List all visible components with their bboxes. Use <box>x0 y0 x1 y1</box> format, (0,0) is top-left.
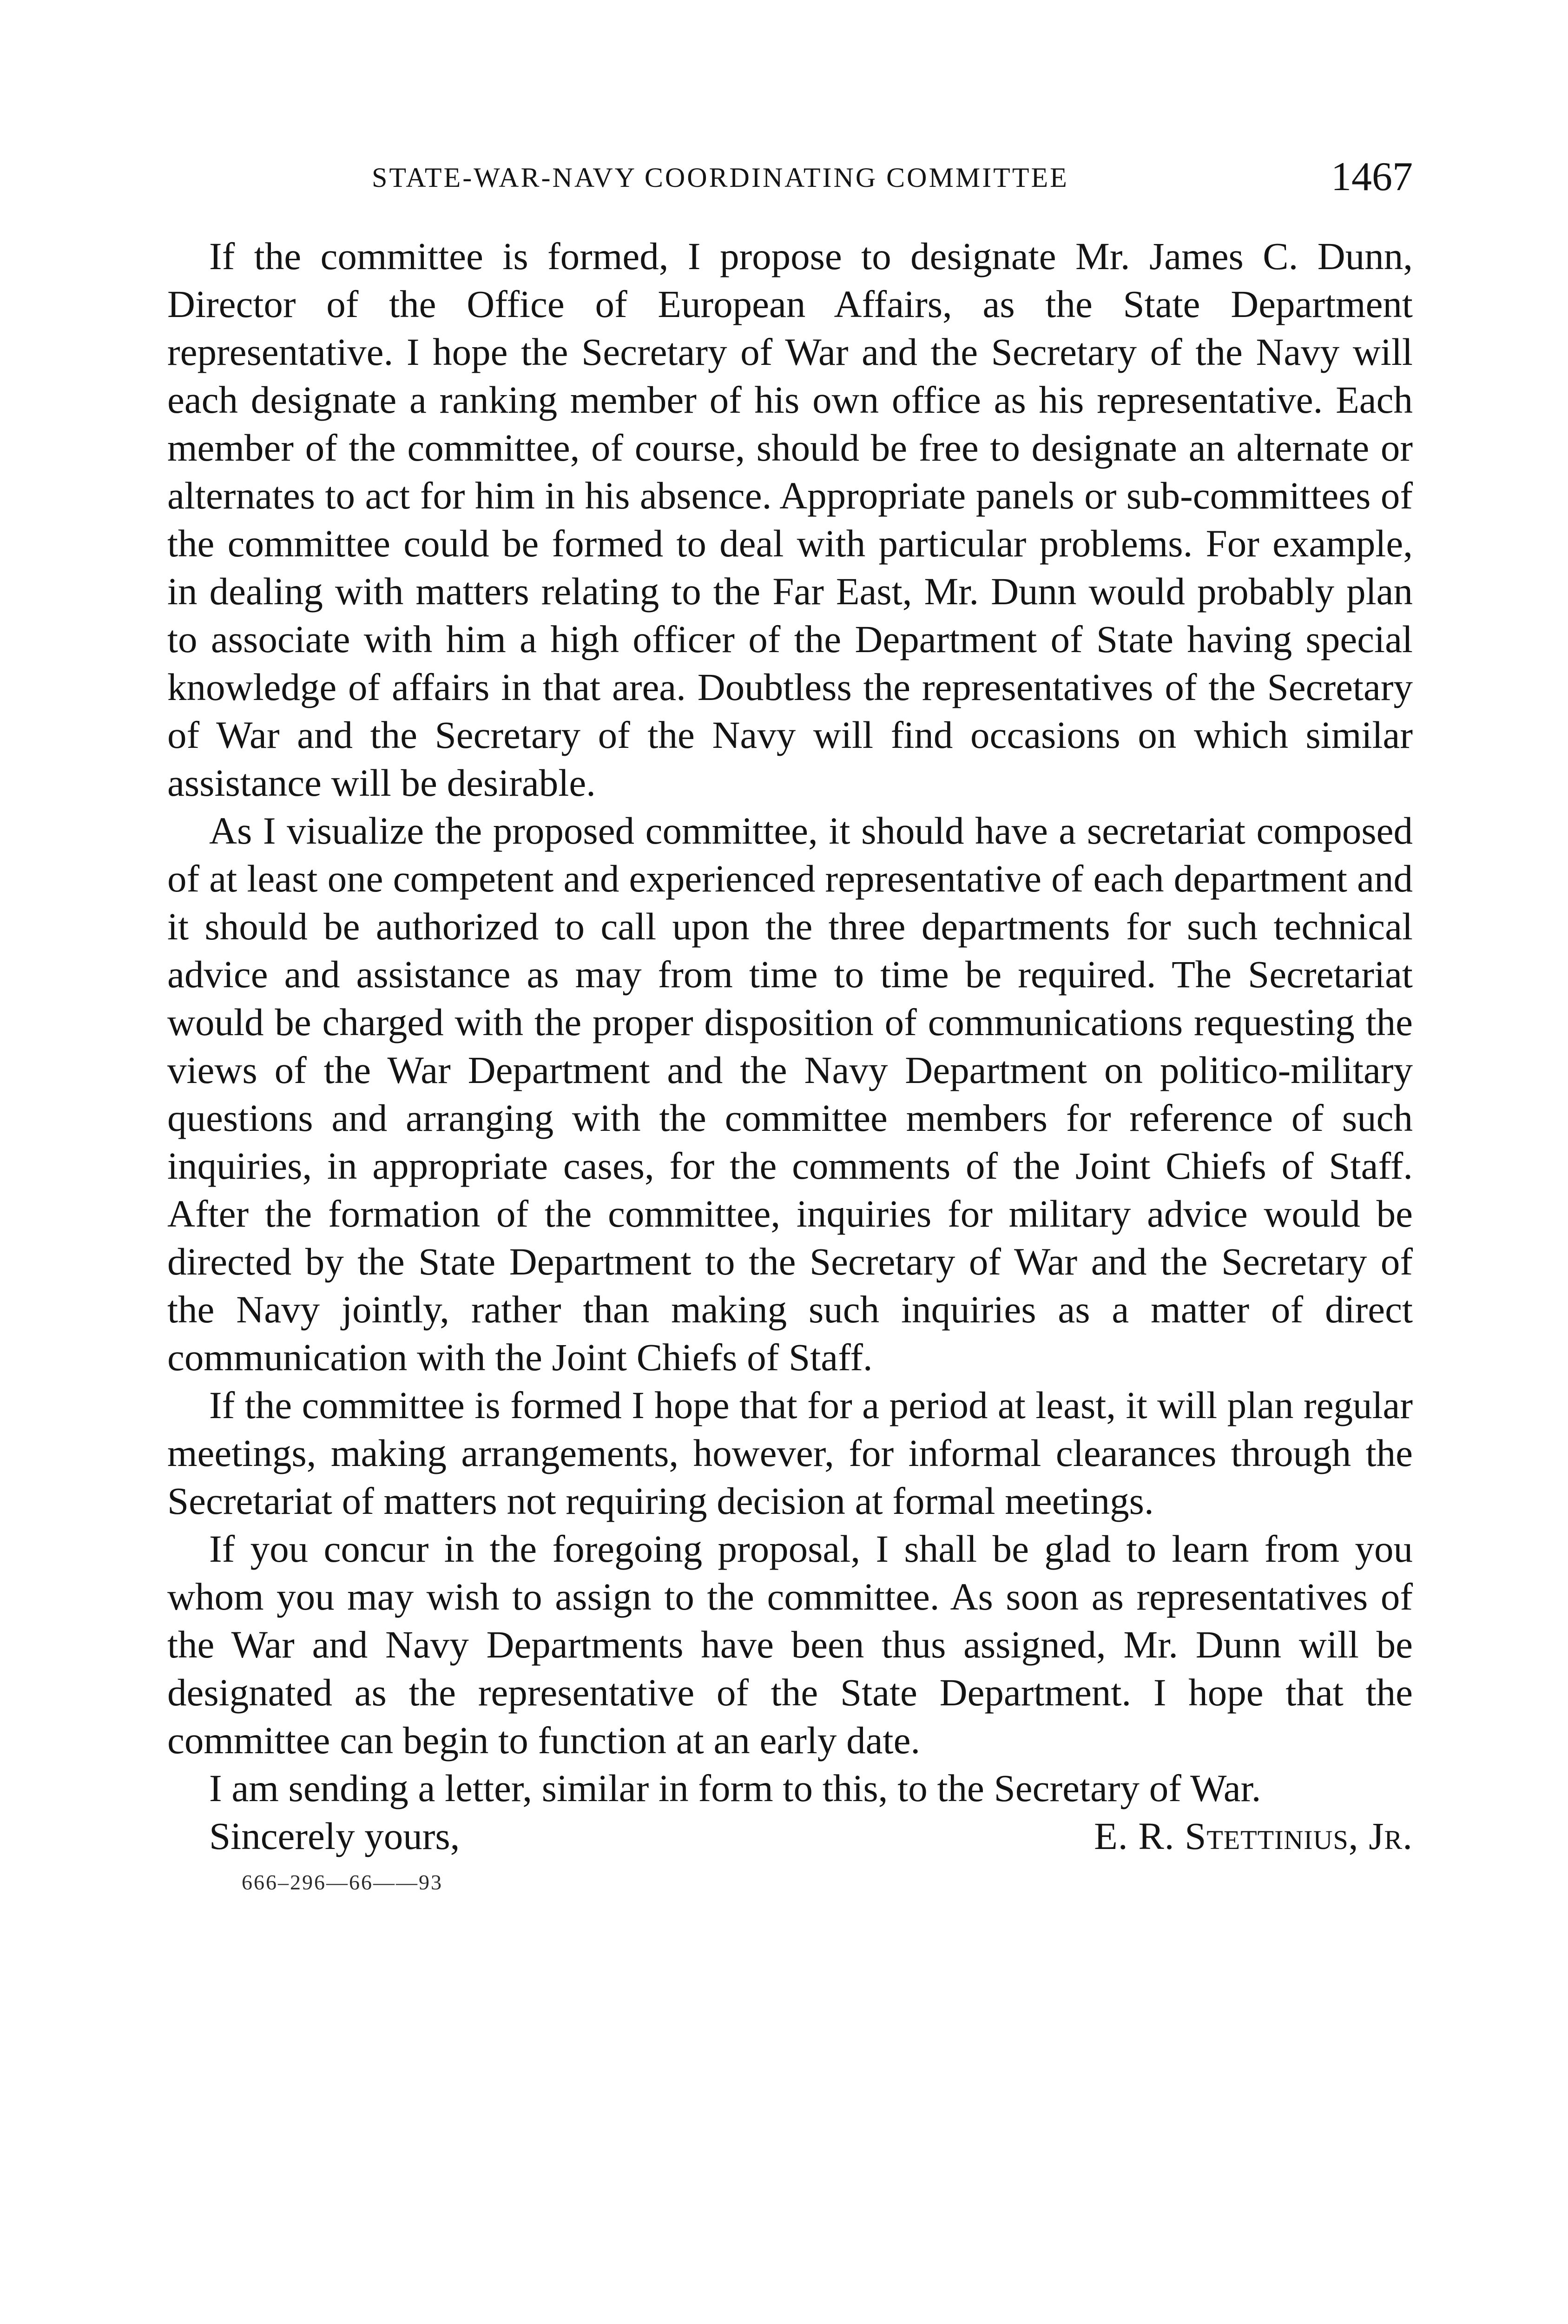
letter-body <box>167 232 1413 1896</box>
paragraph-secretariat: As I visualize the proposed committee, it should have a secretariat composed of at least one competent and experienced representative of each department and it should be authorized to call upon the three departments for such technical advice and assistance as may from time to time be required. The Secretariat would be charged with the proper disposition of communications requesting the views of the War Department and the Navy Department on politico-military questions and arranging with the committee members for reference of such inquiries, in appropriate cases, for the comments of the Joint Chiefs of Staff. After the formation of the committee, inquiries for military advice would be directed by the State Department to the Secretary of War and the Secretary of the Navy jointly, rather than making such inquiries as a matter of direct communication with the Joint Chiefs of Staff. <box>167 809 1413 1379</box>
paragraph-concurrence: If you concur in the foregoing proposal, I shall be glad to learn from you whom you may wish to assign to the committee. As soon as representatives of the War and Navy Departments have been thus assigned, Mr. Dunn will be designated as the representative of the State Department. I hope that the committee can begin to function at an early date. <box>167 1527 1413 1762</box>
paragraph-committee-designation: If the committee is formed, I propose to designate Mr. James C. Dunn, Director of the Office of European Affairs, as the State Department representative. I hope the Secretary of War and the Secretary of the Navy will each designate a ranking member of his own office as his representative. Each member of the committee, of course, should be free to designate an alternate or alternates to act for him in his absence. Appropriate panels or sub-committees of the committee could be formed to deal with particular problems. For example, in dealing with matters relating to the Far East, Mr. Dunn would probably plan to associate with him a high officer of the Department of State having special knowledge of affairs in that area. Doubtless the representatives of the Secretary of War and the Secretary of the Navy will find occasions on which similar assistance will be desirable. <box>167 235 1413 804</box>
paragraph-meetings: If the committee is formed I hope that for a period at least, it will plan regular meetings, making arrangements, however, for informal clearances through the Secretariat of matters not requiring decision at formal meetings. <box>167 1384 1413 1522</box>
running-title: STATE-WAR-NAVY COORDINATING COMMITTEE <box>372 162 1069 193</box>
running-head <box>167 153 1413 205</box>
signature: E. R. Stettinius, Jr. <box>1094 1815 1413 1857</box>
closing-line <box>167 1812 1413 1860</box>
closing: Sincerely yours, <box>209 1815 460 1857</box>
page-number: 1467 <box>1331 154 1413 199</box>
paragraph-letter-to-war: I am sending a letter, similar in form to this, to the Secretary of War. <box>209 1767 1261 1809</box>
print-code: 666–296—66——93 <box>242 1870 443 1894</box>
